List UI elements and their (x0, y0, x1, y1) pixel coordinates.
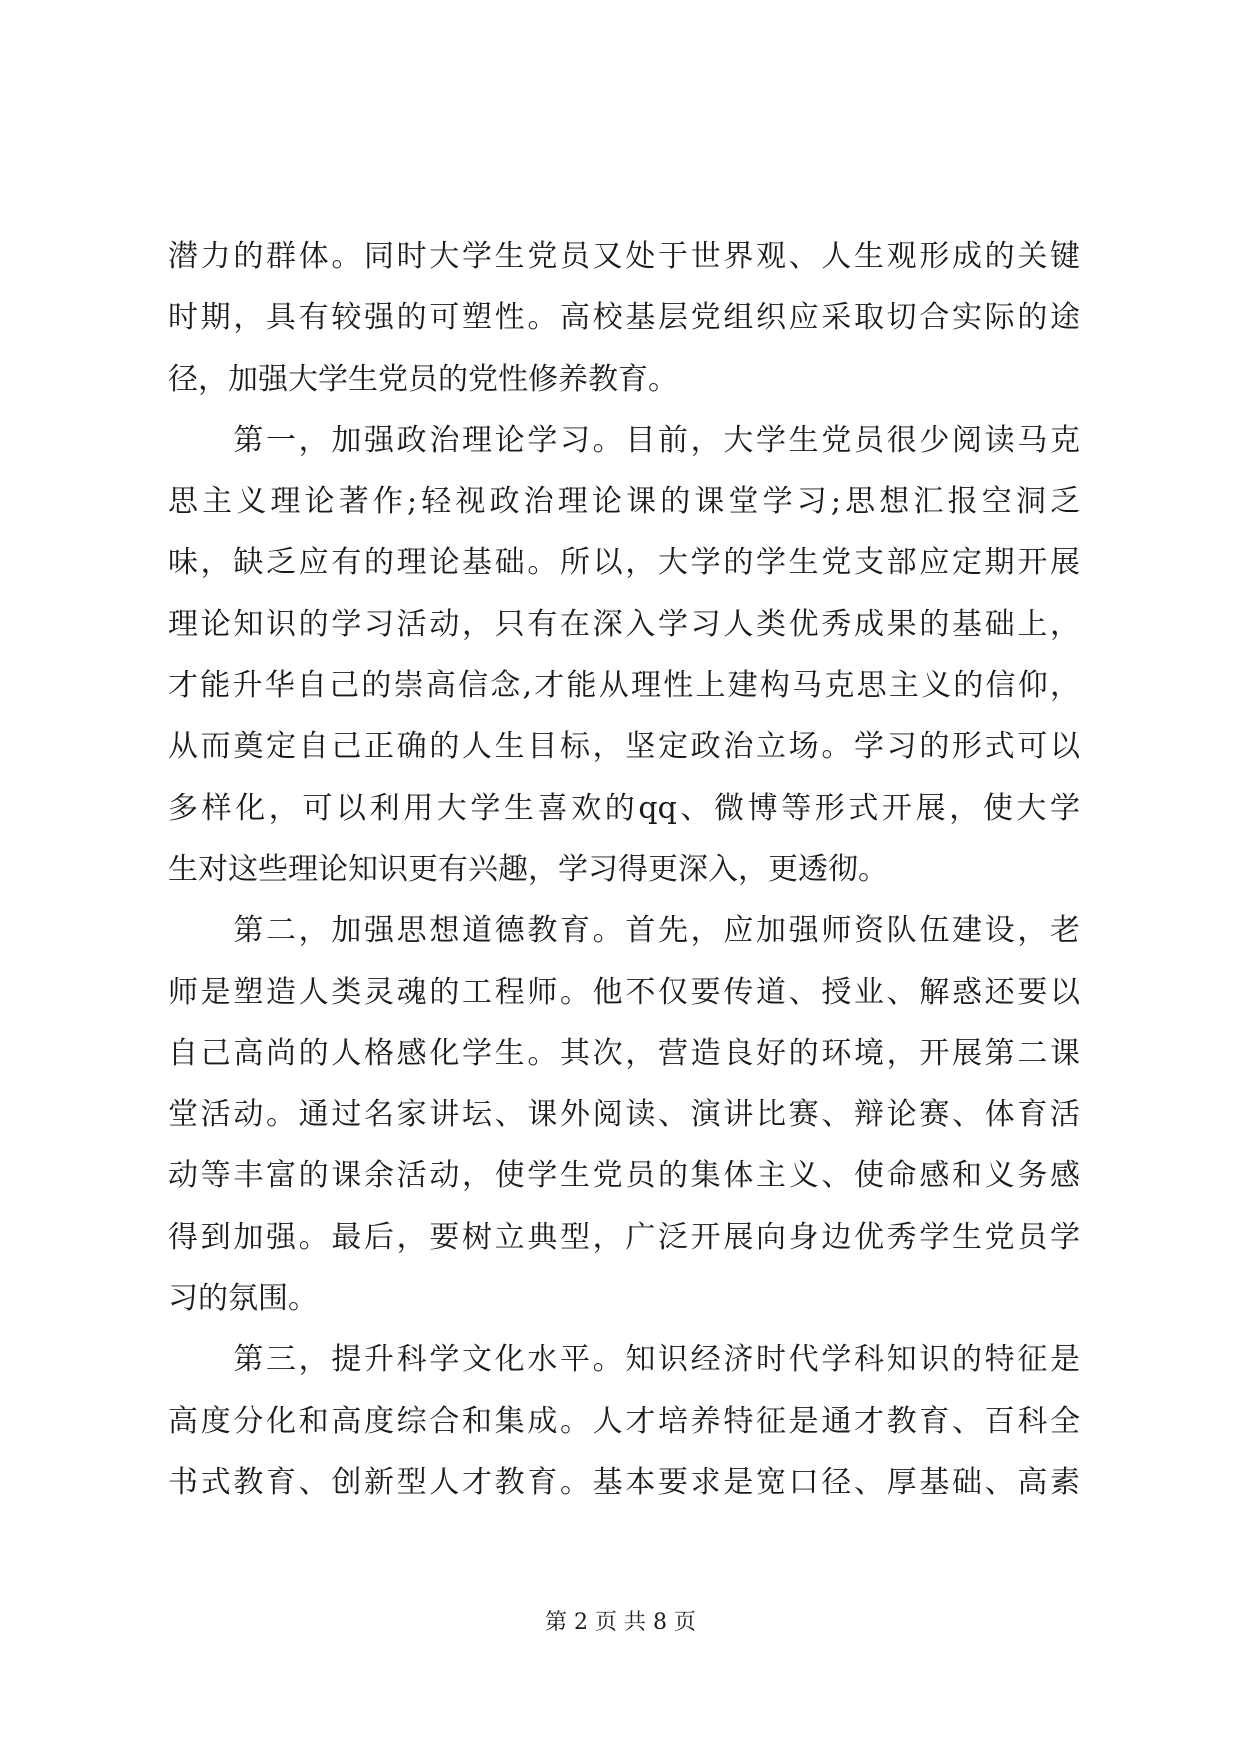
text-line: 第三，提升科学文化水平。知识经济时代学科知识的特征是 (168, 1342, 1080, 1378)
text-line: 习的氛围。 (168, 1281, 318, 1317)
text-line: 自己高尚的人格感化学生。其次，营造良好的环境，开展第二课 (168, 1035, 1080, 1071)
text-line: 径，加强大学生党员的党性修养教育。 (168, 361, 678, 397)
text-line: 理论知识的学习活动，只有在深入学习人类优秀成果的基础上， (168, 606, 1080, 642)
document-body (168, 226, 1080, 1513)
text-line: 时期，具有较强的可塑性。高校基层党组织应采取切合实际的途 (168, 300, 1080, 336)
text-line: 堂活动。通过名家讲坛、课外阅读、演讲比赛、辩论赛、体育活 (168, 1097, 1080, 1133)
text-line: 思主义理论著作;轻视政治理论课的课堂学习;思想汇报空洞乏 (168, 484, 1080, 520)
text-line: 书式教育、创新型人才教育。基本要求是宽口径、厚基础、高素 (168, 1464, 1080, 1500)
text-line: 动等丰富的课余活动，使学生党员的集体主义、使命感和义务感 (168, 1158, 1080, 1194)
text-line: 第二，加强思想道德教育。首先，应加强师资队伍建设，老 (168, 913, 1080, 949)
text-line: 第一，加强政治理论学习。目前，大学生党员很少阅读马克 (168, 422, 1080, 458)
text-line: 高度分化和高度综合和集成。人才培养特征是通才教育、百科全 (168, 1403, 1080, 1439)
text-line: 从而奠定自己正确的人生目标，坚定政治立场。学习的形式可以 (168, 729, 1080, 765)
text-line: 多样化，可以利用大学生喜欢的qq、微博等形式开展，使大学 (168, 790, 1080, 826)
text-line: 潜力的群体。同时大学生党员又处于世界观、人生观形成的关键 (168, 239, 1080, 274)
text-line: 师是塑造人类灵魂的工程师。他不仅要传道、授业、解惑还要以 (168, 974, 1080, 1010)
text-line: 生对这些理论知识更有兴趣，学习得更深入，更透彻。 (168, 851, 888, 887)
page-footer: 第 2 页 共 8 页 (545, 1610, 696, 1635)
text-line: 得到加强。最后，要树立典型，广泛开展向身边优秀学生党员学 (168, 1219, 1080, 1255)
text-line: 味，缺乏应有的理论基础。所以，大学的学生党支部应定期开展 (168, 545, 1080, 581)
text-line: 才能升华自己的崇高信念,才能从理性上建构马克思主义的信仰， (168, 668, 1080, 704)
